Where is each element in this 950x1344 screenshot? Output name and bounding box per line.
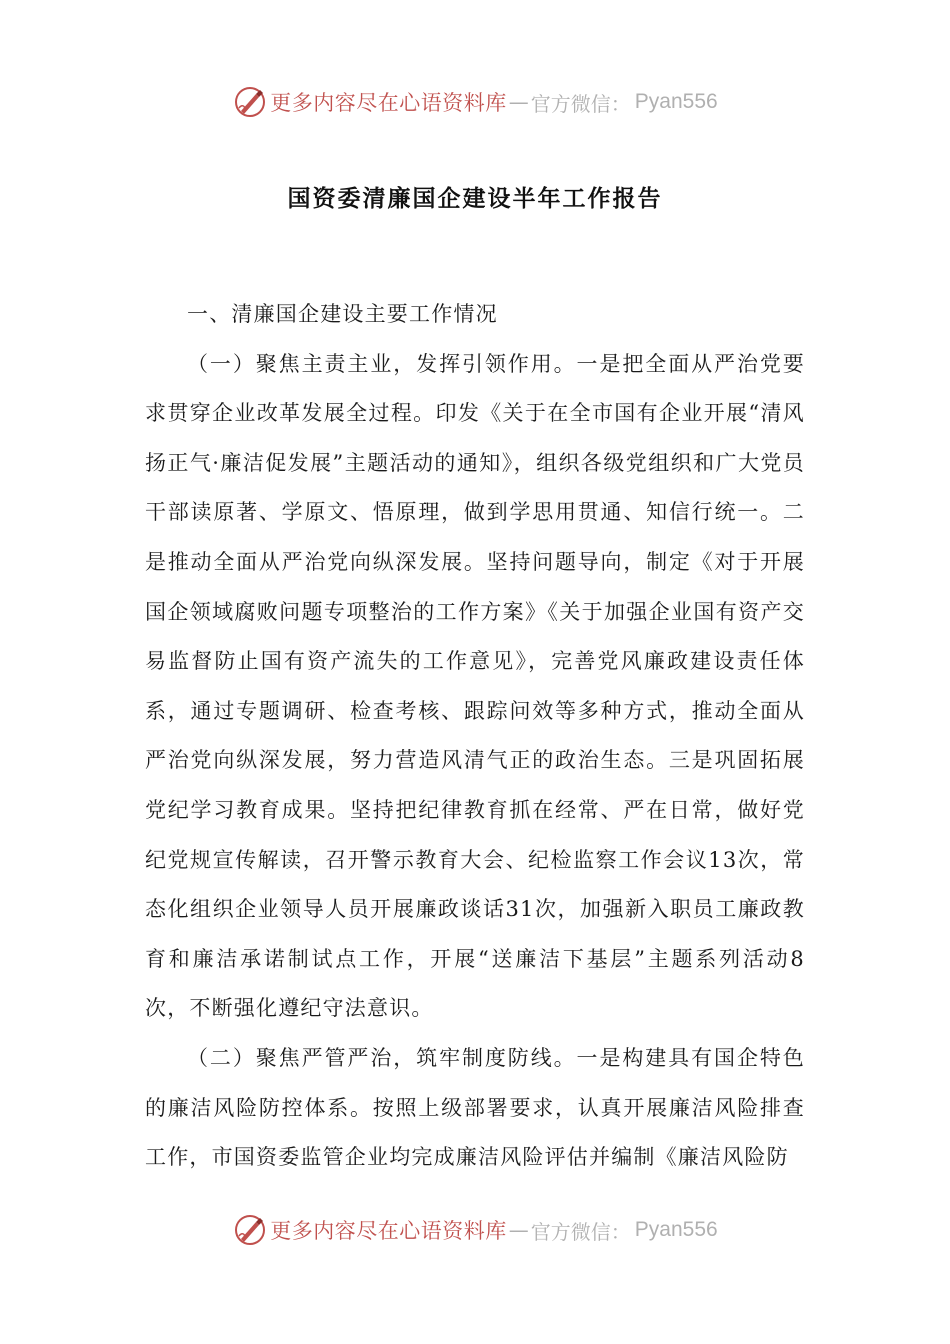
- banner-dash: —: [508, 1218, 529, 1242]
- banner-wechat-id: Pyan556: [634, 90, 718, 113]
- banner-text: 更多内容尽在心语资料库: [270, 91, 507, 115]
- pen-circle-logo-icon: [232, 84, 268, 120]
- banner-text: 更多内容尽在心语资料库: [270, 1219, 507, 1243]
- banner-wechat-id: Pyan556: [634, 1218, 718, 1241]
- body-paragraph: （一）聚焦主责主业，发挥引领作用。一是把全面从严治党要求贯穿企业改革发展全过程。印发《关于在全市国有企业开展“清风扬正气·廉洁促发展”主题活动的通知》，组织各级党组织和广大党员干部读原著、学原文、悟原理，做到学思用贯通、知信行统一。二是推动全面从严治党向纵深发展。坚持问题导向，制定《对于开展国企领域腐败问题专项整治的工作方案》《关于加强企业国有资产交易监督防止国有资产流失的工作意见》，完善党风廉政建设责任体系，通过专题调研、检查考核、跟踪问效等多种方式，推动全面从严治党向纵深发展，努力营造风清气正的政治生态。三是巩固拓展党纪学习教育成果。坚持把纪律教育抓在经常、严在日常，做好党纪党规宣传解读，召开警示教育大会、纪检监察工作会议13次，常态化组织企业领导人员开展廉政谈话31次，加强新入职员工廉政教育和廉洁承诺制试点工作，开展“送廉洁下基层”主题系列活动8次，不断强化遵纪守法意识。: [145, 351, 805, 1021]
- banner-wechat-label: 官方微信：: [530, 91, 631, 116]
- section-heading: 一、清廉国企建设主要工作情况: [187, 302, 498, 326]
- body-paragraph: （二）聚焦严管严治，筑牢制度防线。一是构建具有国企特色的廉洁风险防控体系。按照上级部署要求，认真开展廉洁风险排查工作，市国资委监管企业均完成廉洁风险评估并编制《廉洁风险防: [145, 1045, 805, 1170]
- banner-wechat-label: 官方微信：: [530, 1219, 631, 1244]
- footer-watermark-banner: [0, 1208, 950, 1252]
- banner-dash: —: [508, 90, 529, 114]
- document-title: 国资委清廉国企建设半年工作报告: [287, 186, 663, 212]
- pen-circle-logo-icon: [232, 1212, 268, 1248]
- document-body: [145, 290, 805, 1183]
- header-watermark-banner: [0, 80, 950, 124]
